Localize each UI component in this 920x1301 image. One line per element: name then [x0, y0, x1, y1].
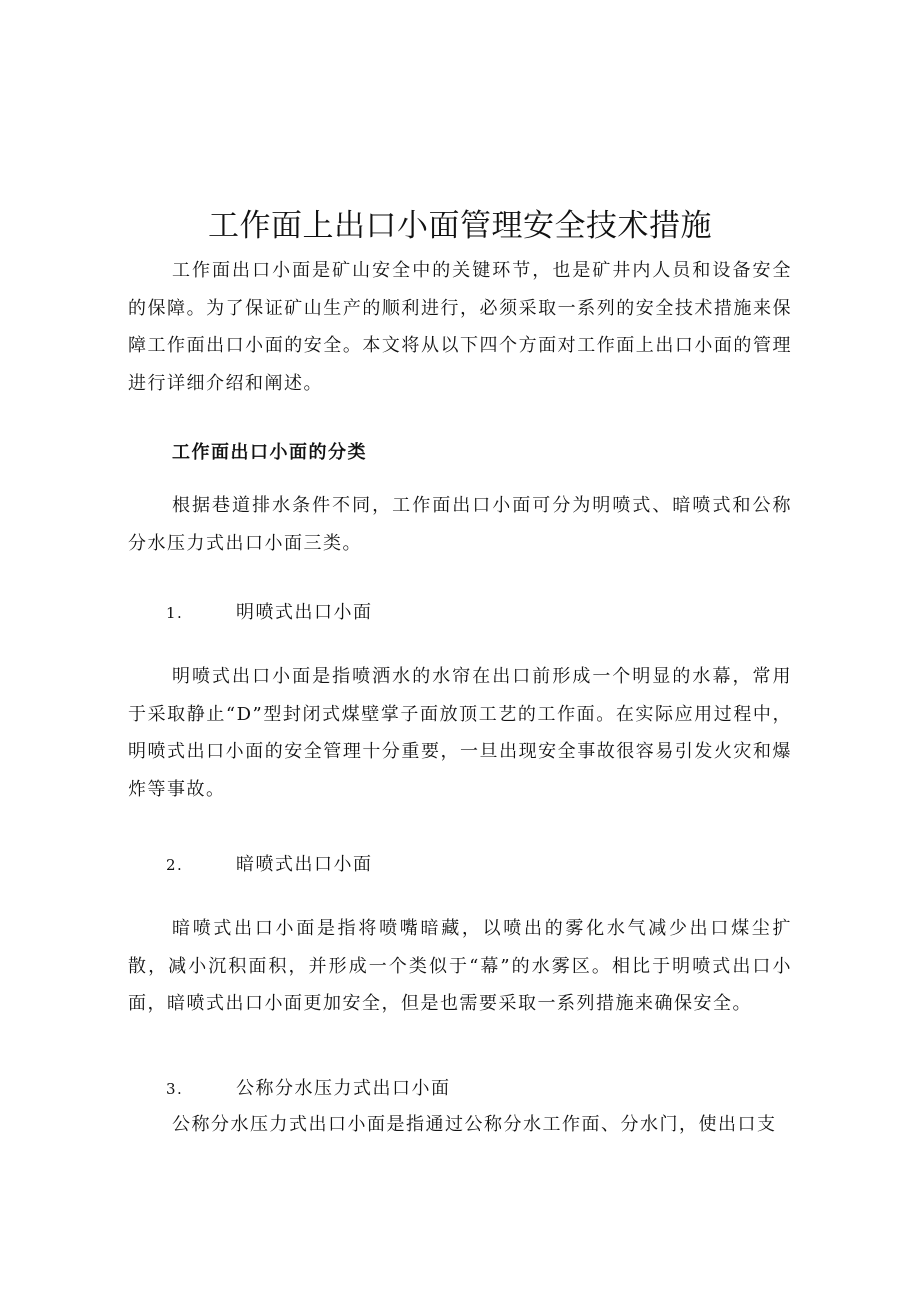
- list-item-number: 3.: [166, 1080, 184, 1098]
- item-2-paragraph: 暗喷式出口小面是指将喷嘴暗藏，以喷出的雾化水气减少出口煤尘扩散，减小沉积面积，并形成一个类似于“幕”的水雾区。相比于明喷式出口小面，暗喷式出口小面更加安全，但是也需要采取一系列措施来确保安全。: [128, 918, 792, 1014]
- list-item-number: 2.: [166, 856, 184, 874]
- list-item-number: 1.: [166, 604, 184, 622]
- list-item-3: [166, 1074, 451, 1100]
- classification-paragraph: 根据巷道排水条件不同，工作面出口小面可分为明喷式、暗喷式和公称分水压力式出口小面三类。: [128, 495, 792, 554]
- list-item-label: 公称分水压力式出口小面: [236, 1078, 451, 1099]
- item-3-paragraph: 公称分水压力式出口小面是指通过公称分水工作面、分水门，使出口支: [172, 1114, 777, 1135]
- list-item-1: [166, 598, 373, 624]
- list-item-label: 明喷式出口小面: [236, 602, 373, 623]
- list-item-2: [166, 850, 373, 876]
- intro-paragraph: 工作面出口小面是矿山安全中的关键环节，也是矿井内人员和设备安全的保障。为了保证矿山生产的顺利进行，必须采取一系列的安全技术措施来保障工作面出口小面的安全。本文将从以下四个方面对工作面上出口小面的管理进行详细介绍和阐述。: [128, 260, 792, 394]
- list-item-label: 暗喷式出口小面: [236, 854, 373, 875]
- document-title: 工作面上出口小面管理安全技术措施: [208, 208, 712, 244]
- section-heading: 工作面出口小面的分类: [172, 442, 367, 463]
- item-1-paragraph: 明喷式出口小面是指喷洒水的水帘在出口前形成一个明显的水幕，常用于采取静止“D”型封闭式煤壁掌子面放顶工艺的工作面。在实际应用过程中，明喷式出口小面的安全管理十分重要，一旦出现安全事故很容易引发火灾和爆炸等事故。: [128, 666, 792, 800]
